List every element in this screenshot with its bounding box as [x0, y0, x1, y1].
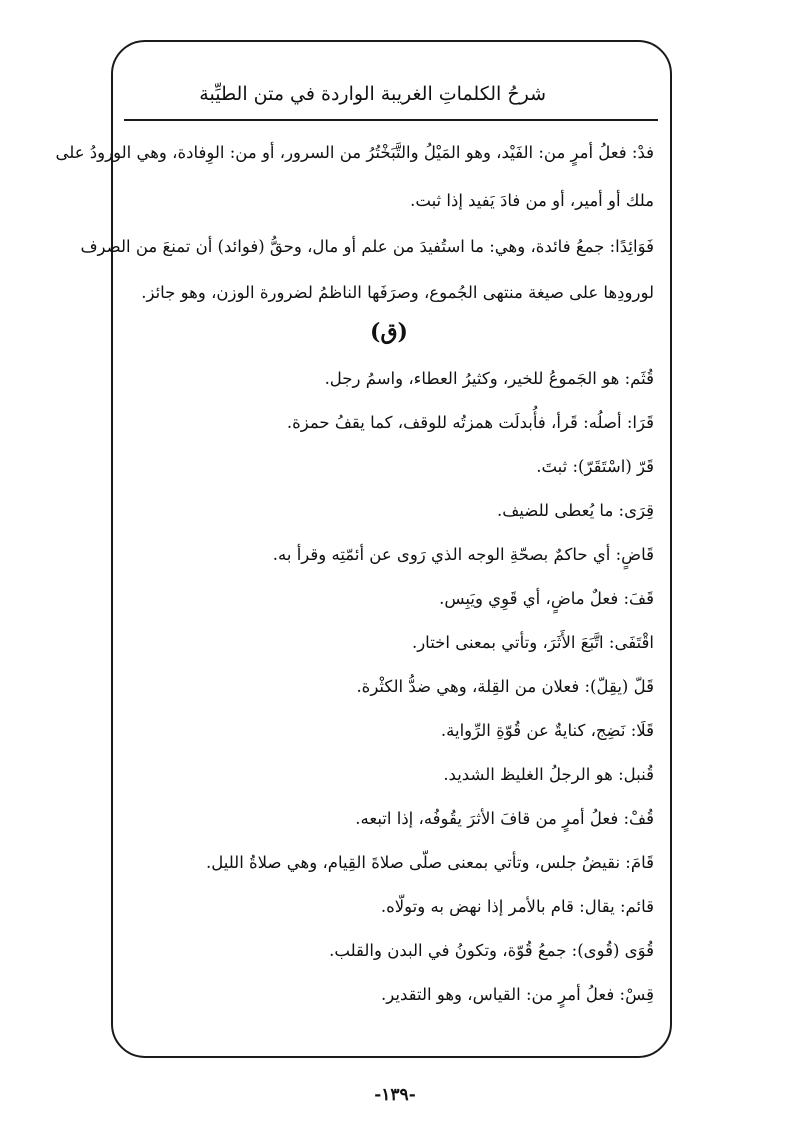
entry-qadin: قَاضٍ: أي حاكمٌ بصحّةِ الوجه الذي رَوى عن أئمّتِه وقرأ به. — [272, 545, 654, 564]
entry-iqtafa: اقْتَفَى: اتَّبَعَ الأَثَرَ، وتأتي بمعنى اختار. — [411, 633, 654, 652]
entry-fawaid-line-2: لورودِها على صيغة منتهى الجُموع، وصرَفَها الناظمُ لضرورة الوزن، وهو جائز. — [141, 283, 654, 302]
entry-qarra: قَرّ (اسْتَقَرّ): ثبتَ. — [536, 457, 654, 476]
entry-fid-line-2: ملك أو أمير، أو من فادَ يَفيد إذا ثبت. — [410, 191, 654, 210]
entry-fid-line-1: فدْ: فعلُ أمرٍ من: الفَيْد، وهو المَيْلُ والتَّبَخْتُرُ من السرور، أو من: الوِفادة، وهي الورودُ على — [55, 143, 654, 162]
page-number: -١٣٩- — [374, 1085, 416, 1105]
entry-qaim: قائم: يقال: قام بالأمر إذا نهض به وتولّاه. — [380, 897, 654, 916]
entry-qala: قَلَا: نَضِج، كنايةٌ عن قُوّةِ الرِّواية. — [440, 721, 654, 740]
entry-qutham: قُثَم: هو الجَموعُ للخير، وكثيرُ العطاء، واسمُ رجل. — [324, 369, 654, 388]
entry-qis: قِسْ: فعلُ أمرٍ من: القياس، وهو التقدير. — [381, 985, 654, 1004]
entry-quf: قُفْ: فعلُ أمرٍ من قافَ الأثرَ يقُوفُه، إذا اتبعه. — [355, 809, 654, 828]
entry-qama: قَامَ: نقيضُ جلس، وتأتي بمعنى صلّى صلاةَ القِيام، وهي صلاةُ الليل. — [206, 853, 654, 872]
entry-qalla: قَلّ (يقِلّ): فعلان من القِلة، وهي ضدُّ الكثْرة. — [356, 677, 654, 696]
entry-fawaid-line-1: فَوَائِدًا: جمعُ فائدة، وهي: ما استُفيدَ من علم أو مال، وحقُّ (فوائد) أن تمنعَ من الصرف — [80, 237, 654, 256]
entry-qara: قَرَا: أصلُه: قَرأ، فأُبدلَت همزتُه للوقف، كما يقفُ حمزة. — [286, 413, 654, 432]
entry-qaffa: قَفَ: فعلٌ ماضٍ، أي قَوِي ويَبِس. — [439, 589, 654, 608]
running-header-title: شرحُ الكلماتِ الغريبة الواردة في متن الطيِّبة — [199, 83, 546, 105]
section-heading-qaf: (ق) — [370, 319, 408, 345]
entry-qunbul: قُنبل: هو الرجلُ الغليظ الشديد. — [443, 765, 654, 784]
header-rule — [124, 119, 658, 121]
entry-qira: قِرَى: ما يُعطى للضيف. — [496, 501, 654, 520]
entry-quwa: قُوَى (قُوى): جمعُ قُوّة، وتكونُ في البدن والقلب. — [329, 941, 654, 960]
